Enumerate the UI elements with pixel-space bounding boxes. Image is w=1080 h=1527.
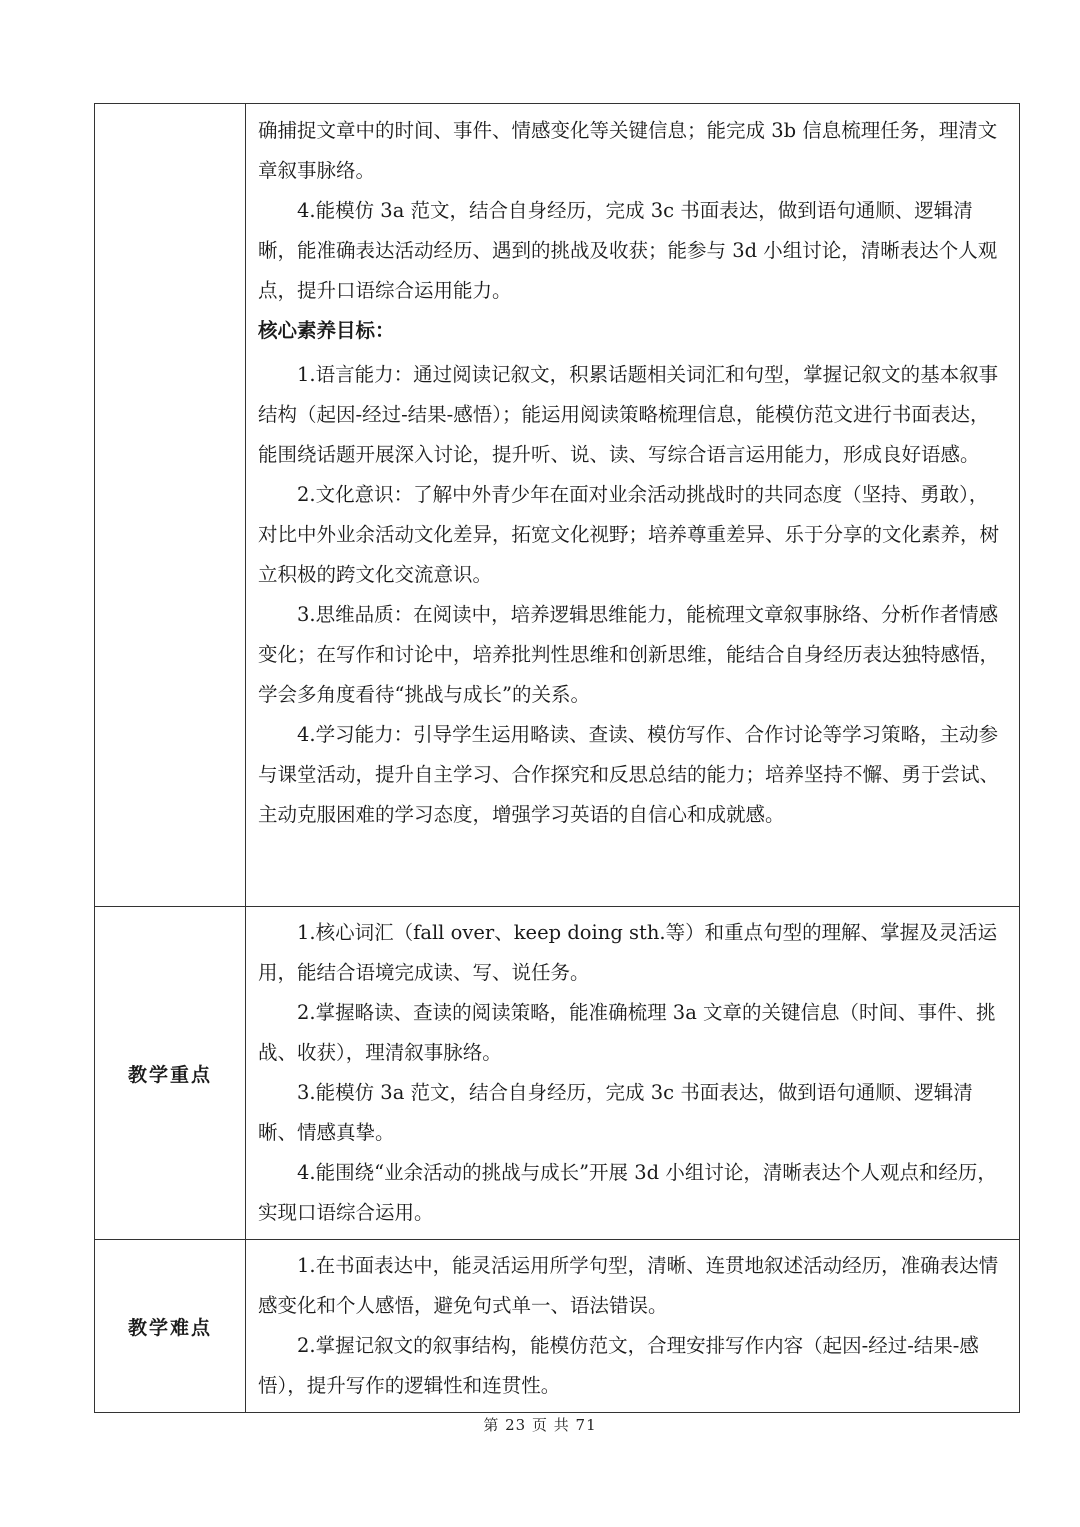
- table-row-key-points: [95, 907, 1020, 1240]
- core-literacy-item-1: 1.语言能力：通过阅读记叙文，积累话题相关词汇和句型，掌握记叙文的基本叙事结构（起因-经过-结果-感悟）；能运用阅读策略梳理信息，能模仿范文进行书面表达，能围绕话题开展深入讨论，提升听、说、读、写综合语言运用能力，形成良好语感。: [258, 363, 999, 466]
- key-point-item-3: 3.能模仿 3a 范文，结合自身经历，完成 3c 书面表达，做到语句通顺、逻辑清晰、情感真挚。: [258, 1081, 973, 1144]
- core-literacy-heading: 核心素养目标：: [258, 319, 395, 342]
- difficulties-label: 教学难点: [127, 1316, 212, 1339]
- key-point-item-1: 1.核心词汇（fall over、keep doing sth.等）和重点句型的理解、掌握及灵活运用，能结合语境完成读、写、说任务。: [258, 921, 998, 984]
- difficulty-item-1: 1.在书面表达中，能灵活运用所学句型，清晰、连贯地叙述活动经历，准确表达情感变化和个人感悟，避免句式单一、语法错误。: [258, 1254, 999, 1317]
- difficulties-content-cell: [246, 1240, 1020, 1413]
- objectives-label-cell: [95, 104, 246, 907]
- key-point-item-2: 2.掌握略读、查读的阅读策略，能准确梳理 3a 文章的关键信息（时间、事件、挑战、收获），理清叙事脉络。: [258, 1001, 996, 1064]
- lesson-plan-table: [94, 103, 1020, 1413]
- key-points-label: 教学重点: [127, 1063, 212, 1086]
- page-number-footer: 第 23 页 共 71: [483, 1416, 597, 1434]
- difficulties-label-cell: [95, 1240, 246, 1413]
- key-points-content-cell: [246, 907, 1020, 1240]
- objectives-content-cell: [246, 104, 1020, 907]
- core-literacy-item-3: 3.思维品质：在阅读中，培养逻辑思维能力，能梳理文章叙事脉络、分析作者情感变化；在写作和讨论中，培养批判性思维和创新思维，能结合自身经历表达独特感悟，学会多角度看待“挑战与成长”的关系。: [258, 603, 1000, 706]
- table-row-objectives: [95, 104, 1020, 907]
- table-row-difficulties: [95, 1240, 1020, 1413]
- difficulty-item-2: 2.掌握记叙文的叙事结构，能模仿范文，合理安排写作内容（起因-经过-结果-感悟），提升写作的逻辑性和连贯性。: [258, 1334, 979, 1397]
- key-points-label-cell: [95, 907, 246, 1240]
- core-literacy-item-2: 2.文化意识：了解中外青少年在面对业余活动挑战时的共同态度（坚持、勇敢），对比中外业余活动文化差异，拓宽文化视野；培养尊重差异、乐于分享的文化素养，树立积极的跨文化交流意识。: [258, 483, 1000, 586]
- objective-continuation: 确捕捉文章中的时间、事件、情感变化等关键信息；能完成 3b 信息梳理任务，理清文章叙事脉络。: [258, 119, 998, 182]
- key-point-item-4: 4.能围绕“业余活动的挑战与成长”开展 3d 小组讨论，清晰表达个人观点和经历，实现口语综合运用。: [258, 1161, 997, 1224]
- core-literacy-item-4: 4.学习能力：引导学生运用略读、查读、模仿写作、合作讨论等学习策略，主动参与课堂活动，提升自主学习、合作探究和反思总结的能力；培养坚持不懈、勇于尝试、主动克服困难的学习态度，增强学习英语的自信心和成就感。: [258, 723, 1000, 826]
- objective-item-4: 4.能模仿 3a 范文，结合自身经历，完成 3c 书面表达，做到语句通顺、逻辑清晰，能准确表达活动经历、遇到的挑战及收获；能参与 3d 小组讨论，清晰表达个人观点，提升口语综合运用能力。: [258, 199, 998, 302]
